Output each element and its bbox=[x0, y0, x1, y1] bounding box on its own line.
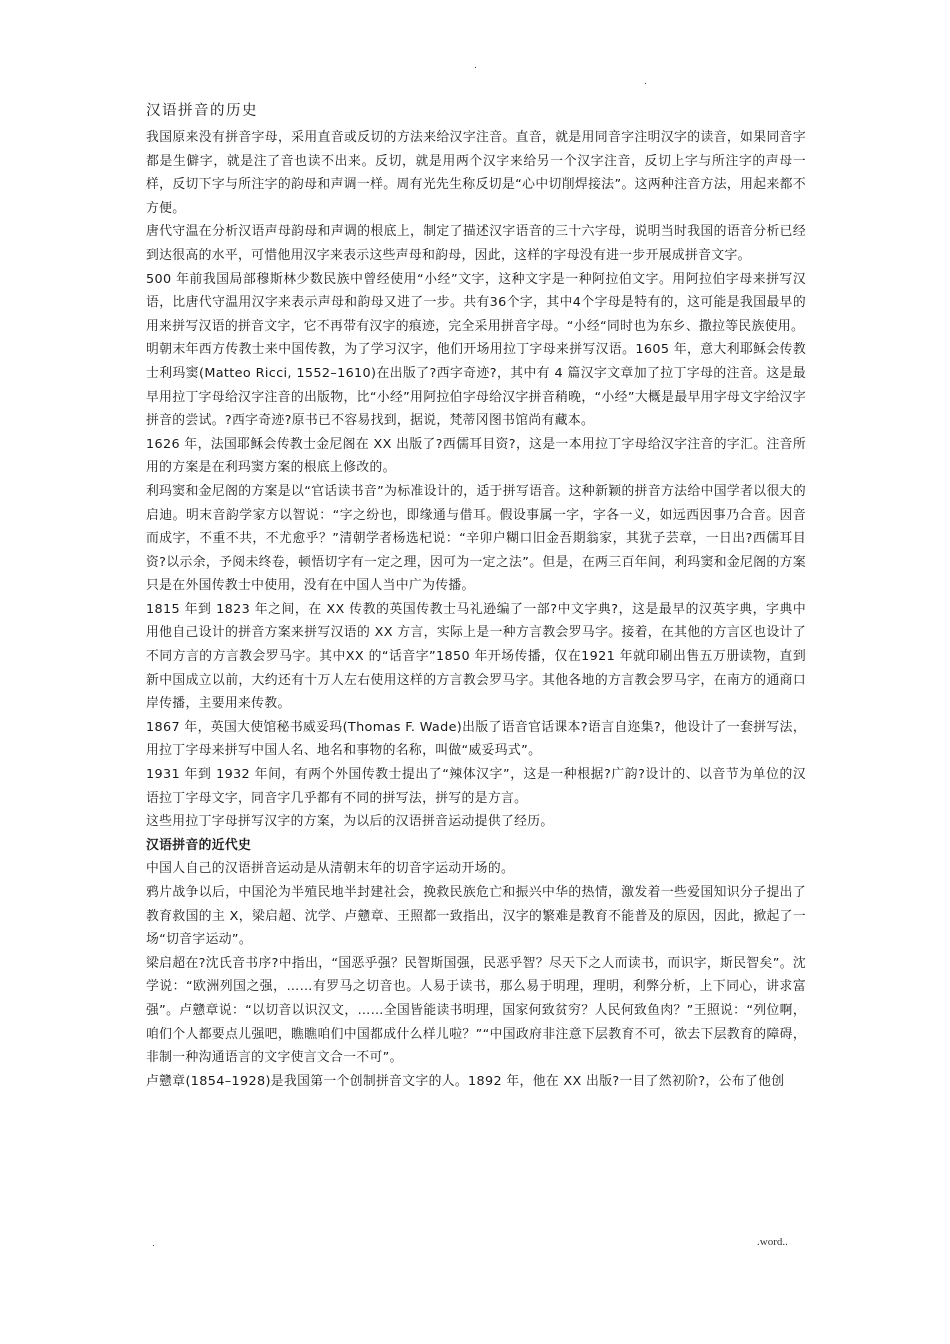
paragraph-direct-sound: 我国原来没有拼音字母，采用直音或反切的方法来给汉字注音。直音，就是用同音字注明汉字的读音，如果同音字都是生僻字，就是注了音也读不出来。反切，就是用两个汉字来给另一个汉字注音，反切上字与所注字的声母一样，反切下字与所注字的韵母和声调一样。周有光先生称反切是“心中切削焊接法”。这两种注音方法，用起来都不方便。 bbox=[146, 130, 806, 216]
paragraph-matteo-ricci: 明朝末年西方传教士来中国传教，为了学习汉字，他们开场用拉丁字母来拼写汉语。1605 年，意大利耶稣会传教士利玛窦(Matteo Ricci, 1552–1610)在出版了?西字奇迹?，其中有 4 篇汉字文章加了拉丁字母的注音。这是最早用拉丁字母给汉字注音的出版物，比“小经”用阿拉伯字母给汉字拼音稍晚，“小经”大概是最早用字母文字给汉字拼音的尝试。?西字奇迹?原书已不容易找到，据说，梵蒂冈图书馆尚有藏本。 bbox=[146, 342, 806, 429]
paragraph-wade: 1867 年，英国大使馆秘书威妥玛(Thomas F. Wade)出版了语音官话课本?语言自迩集?，他设计了一套拼写法，用拉丁字母来拼写中国人名、地名和事物的名称，叫做“威妥玛式”。 bbox=[146, 719, 806, 759]
paragraph-xiaojing: 500 年前我国局部穆斯林少数民族中曾经使用“小经”文字，这种文字是一种阿拉伯文字。用阿拉伯字母来拼写汉语，比唐代守温用汉字来表示声母和韵母又进了一步。共有36个字，其中4个字母是特有的，这可能是我国最早的用来拼写汉语的拼音文字，它不再带有汉字的痕迹，完全采用拼音字母。“小经“同时也为东乡、撒拉等民族使用。 bbox=[146, 271, 806, 334]
paragraph-1931: 1931 年到 1932 年间，有两个外国传教士提出了“辣体汉字”，这是一种根据?广韵?设计的、以音节为单位的汉语拉丁字母文字，同音字几乎都有不同的拼写法，拼写的是方言。 bbox=[146, 767, 806, 806]
paragraph-trigault: 1626 年，法国耶稣会传教士金尼阁在 XX 出版了?西儒耳目资?，这是一本用拉丁字母给汉字注音的字汇。注音所用的方案是在利玛窦方案的根底上修改的。 bbox=[146, 436, 806, 476]
footer-word-label: .word.. bbox=[757, 1236, 788, 1248]
paragraph-summary: 这些用拉丁字母拼写汉字的方案，为以后的汉语拼音运动提供了经历。 bbox=[146, 814, 554, 830]
document-title: 汉语拼音的历史 bbox=[146, 103, 258, 119]
paragraph-lu-zhuangzhang: 卢戆章(1854–1928)是我国第一个创制拼音文字的人。1892 年，他在 XX 出版?一目了然初阶?，公布了他创 bbox=[146, 1073, 785, 1089]
paragraph-opium-war: 鸦片战争以后，中国沦为半殖民地半封建社会，挽救民族危亡和振兴中华的热情，激发着一些爱国知识分子提出了教育救国的主 X，梁启超、沈学、卢戆章、王照都一致指出，汉字的繁难是教育不能普及的原因，因此，掀起了一场“切音字运动”。 bbox=[146, 885, 806, 948]
section-subtitle: 汉语拼音的近代史 bbox=[146, 837, 252, 853]
header-mark-right: . bbox=[644, 77, 647, 87]
paragraph-morrison: 1815 年到 1823 年之间，在 XX 传教的英国传教士马礼逊编了一部?中文字典?，这是最早的汉英字典，字典中用他自己设计的拼音方案来拼写汉语的 XX 方言，实际上是一种方言教会罗马字。接着，在其他的方言区也设计了不同方言的方言教会罗马字。其中XX 的“话音字”1850 年开场传播，仅在1921 年就印刷出售五万册读物，直到新中国成立以前，大约还有十万人左右使用这样的方言教会罗马字。其他各地的方言教会罗马字，在南方的通商口岸传播，主要用来传教。 bbox=[146, 601, 806, 712]
paragraph-qieyin-start: 中国人自己的汉语拼音运动是从清朝末年的切音字运动开场的。 bbox=[146, 861, 515, 877]
paragraph-influence: 利玛窦和金尼阁的方案是以“官话读书音”为标准设计的，适于拼写语音。这种新颖的拼音方法给中国学者以很大的启迪。明末音韵学家方以智说：“字之纷也，即缘通与借耳。假设事属一字，字各一义，如远西因事乃合音。因音而成字，不重不共，不尤愈乎？”清朝学者杨选杞说：“辛卯户糊口旧金吾期翁家，其犹子芸章，一日出?西儒耳目资?以示余，予阅未终卷，顿悟切字有一定之理，因可为一定之法”。但是，在两三百年间，利玛窦和金尼阁的方案只是在外国传教士中使用，没有在中国人当中广为传播。 bbox=[146, 483, 806, 594]
header-mark-left: . bbox=[474, 61, 477, 71]
document-body bbox=[146, 98, 806, 1093]
paragraph-tang-shouwen: 唐代守温在分析汉语声母韵母和声调的根底上，制定了描述汉字语音的三十六字母，说明当时我国的语音分析已经到达很高的水平，可惜他用汉字来表示这些声母和韵母，因此，这样的字母没有进一步开展成拼音文字。 bbox=[146, 224, 806, 263]
footer-mark-left: . bbox=[152, 1239, 155, 1249]
paragraph-quotes: 梁启超在?沈氏音书序?中指出，“国恶乎强？民智斯国强，民恶乎智？尽天下之人而读书，而识字，斯民智矣”。沈学说：“欧洲列国之强，……有罗马之切音也。人易于读书，那么易于明理，理明，利弊分析，上下同心，讲求富强”。卢戆章说：“以切音以识汉文，……全国皆能读书明理，国家何致贫穷？人民何致鱼肉？”王照说：“列位啊，咱们个人都要点儿强吧，瞧瞧咱们中国都成什么样儿啦？”“中国政府非注意下层教育不可，欲去下层教育的障碍，非制一种沟通语言的文字使言文合一不可”。 bbox=[146, 955, 806, 1066]
